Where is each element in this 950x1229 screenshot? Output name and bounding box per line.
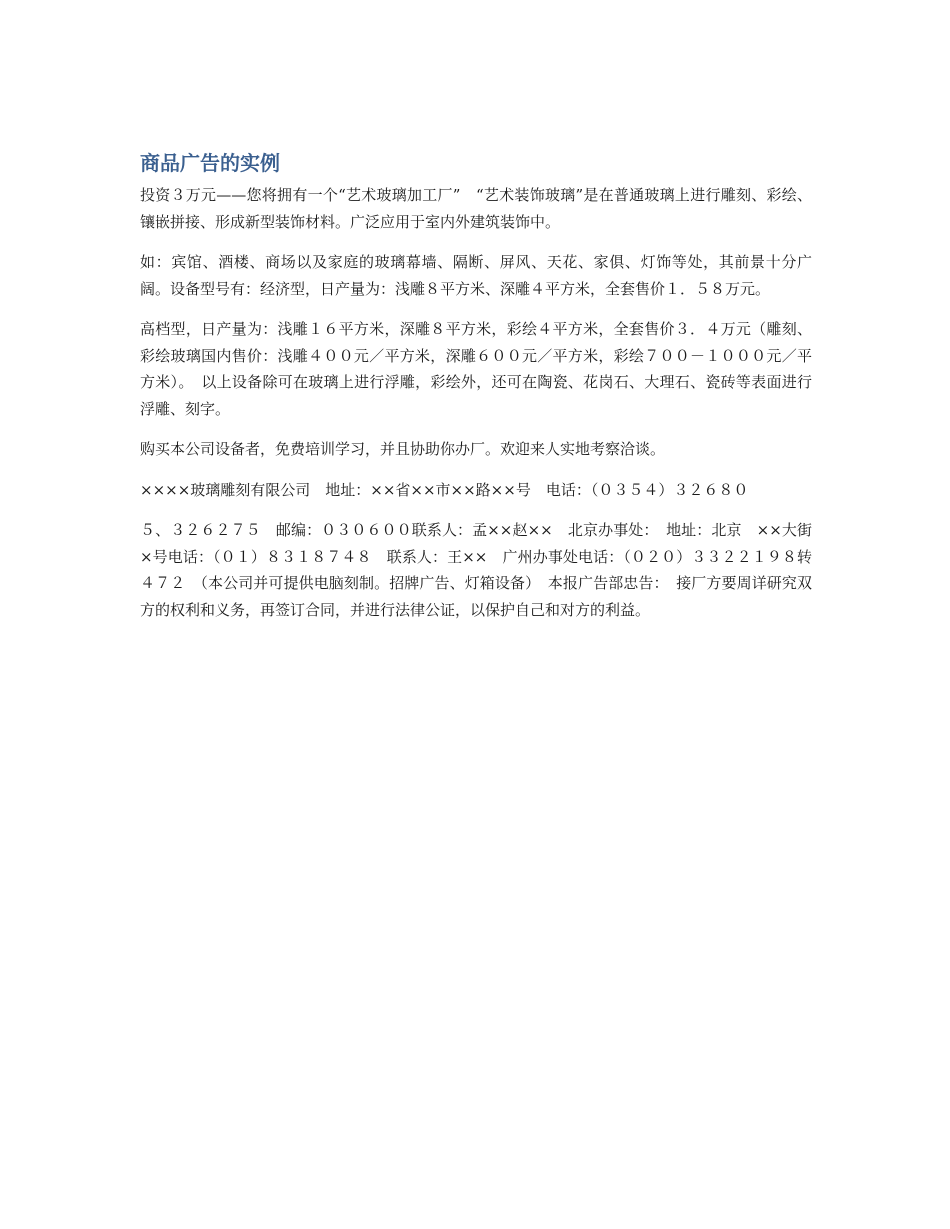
document-body [140,148,812,637]
paragraph-intro: 投资３万元——您将拥有一个“艺术玻璃加工厂” “艺术装饰玻璃”是在普通玻璃上进行雕刻、彩绘、镶嵌拼接、形成新型装饰材料。广泛应用于室内外建筑装饰中。 [140,186,812,231]
paragraph-training: 购买本公司设备者，免费培训学习，并且协助你办厂。欢迎来人实地考察洽谈。 [140,440,666,458]
paragraph-premium-model: 高档型，日产量为：浅雕１６平方米，深雕８平方米，彩绘４平方米，全套售价３．４万元（雕刻、彩绘玻璃国内售价：浅雕４００元／平方米，深雕６００元／平方米，彩绘７００－１０００元／平方米）。 以上设备除可在玻璃上进行浮雕，彩绘外，还可在陶瓷、花岗石、大理石、瓷砖等表面进行浮雕、刻字。 [140,320,812,418]
paragraph-economy-model: 如：宾馆、酒楼、商场以及家庭的玻璃幕墙、隔断、屏风、天花、家俱、灯饰等处，其前景十分广阔。设备型号有：经济型，日产量为：浅雕８平方米、深雕４平方米，全套售价１．５８万元。 [140,253,812,298]
paragraph-company-contact: ××××玻璃雕刻有限公司 地址：××省××市××路××号 电话：（０３５４）３２６８０ [140,480,749,499]
page-title: 商品广告的实例 [140,151,280,175]
paragraph-offices-and-notice: ５、３２６２７５ 邮编：０３０６００联系人：孟××赵×× 北京办事处： 地址：北京 ××大街×号电话：（０１）８３１８７４８ 联系人：王×× 广州办事处电话：（０２０）３３２２１９８转４７２ （本公司并可提供电脑刻制。招牌广告、灯箱设备） 本报广告部忠告： 接厂方要周详研究双方的权利和义务，再签订合同，并进行法律公证，以保护自己和对方的利益。 [140,521,812,619]
